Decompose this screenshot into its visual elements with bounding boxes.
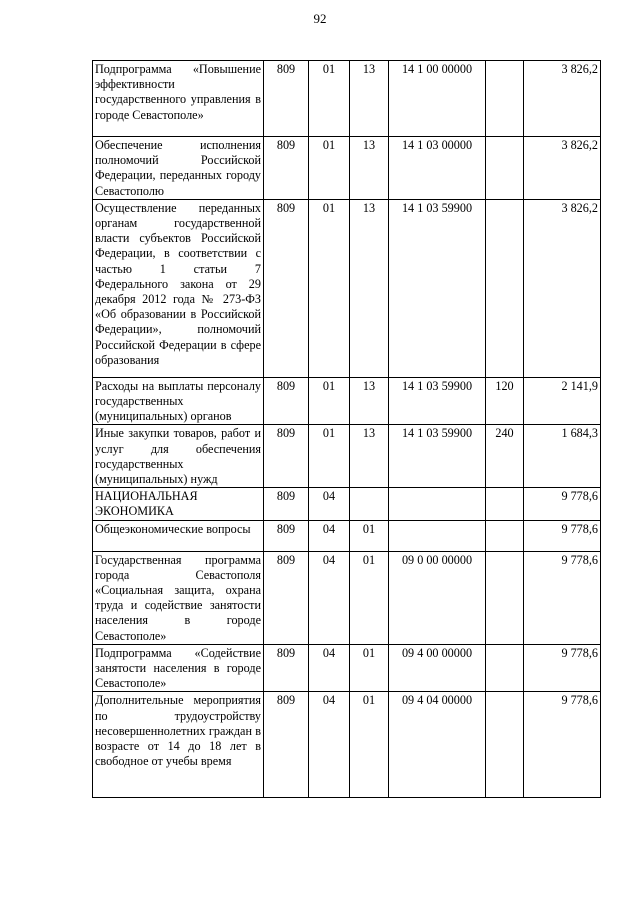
row-amount: 3 826,2 (524, 137, 601, 200)
row-subsection: 13 (350, 425, 389, 488)
row-subsection: 13 (350, 199, 389, 377)
row-name: Подпрограмма «Содействие занятости населения в городе Севастополе» (93, 644, 264, 692)
row-expense-type (486, 199, 524, 377)
row-name: Государственная программа города Севастополя «Социальная защита, охрана труда и содействие занятости населения в городе Севастополе» (93, 551, 264, 644)
row-section: 04 (309, 644, 350, 692)
table-row (93, 199, 601, 377)
row-subsection: 13 (350, 377, 389, 425)
row-admin-code: 809 (264, 199, 309, 377)
row-target-article: 09 4 00 00000 (389, 644, 486, 692)
row-amount: 3 826,2 (524, 199, 601, 377)
row-expense-type: 120 (486, 377, 524, 425)
page-number: 92 (313, 11, 327, 26)
row-name: Подпрограмма «Повышение эффективности государственного управления в городе Севастополе» (93, 61, 264, 137)
row-section: 01 (309, 137, 350, 200)
table-row (93, 551, 601, 644)
row-name: Обеспечение исполнения полномочий Российской Федерации, переданных городу Севастополю (93, 137, 264, 200)
row-amount: 9 778,6 (524, 644, 601, 692)
table-row (93, 692, 601, 798)
row-name: Расходы на выплаты персоналу государственных (муниципальных) органов (93, 377, 264, 425)
table-row (93, 377, 601, 425)
row-target-article (389, 488, 486, 520)
budget-table (92, 60, 601, 798)
row-name: Дополнительные мероприятия по трудоустройству несовершеннолетних граждан в возрасте от 14 до 18 лет в свободное от учебы время (93, 692, 264, 798)
row-admin-code: 809 (264, 644, 309, 692)
row-target-article: 14 1 03 59900 (389, 199, 486, 377)
table-row (93, 425, 601, 488)
row-admin-code: 809 (264, 692, 309, 798)
row-subsection: 01 (350, 520, 389, 551)
table-row (93, 61, 601, 137)
row-subsection: 01 (350, 551, 389, 644)
row-subsection: 13 (350, 61, 389, 137)
row-amount: 9 778,6 (524, 488, 601, 520)
row-expense-type (486, 488, 524, 520)
row-section: 01 (309, 425, 350, 488)
row-target-article: 14 1 03 00000 (389, 137, 486, 200)
row-section: 01 (309, 199, 350, 377)
row-amount: 2 141,9 (524, 377, 601, 425)
row-section: 04 (309, 692, 350, 798)
row-admin-code: 809 (264, 137, 309, 200)
row-subsection: 13 (350, 137, 389, 200)
row-expense-type (486, 551, 524, 644)
row-section: 01 (309, 377, 350, 425)
row-expense-type: 240 (486, 425, 524, 488)
row-name: Общеэкономические вопросы (93, 520, 264, 551)
row-admin-code: 809 (264, 520, 309, 551)
row-amount: 9 778,6 (524, 551, 601, 644)
row-name: НАЦИОНАЛЬНАЯ ЭКОНОМИКА (93, 488, 264, 520)
row-section: 04 (309, 488, 350, 520)
row-expense-type (486, 137, 524, 200)
row-amount: 1 684,3 (524, 425, 601, 488)
table-row (93, 488, 601, 520)
table-row (93, 644, 601, 692)
row-expense-type (486, 692, 524, 798)
row-section: 04 (309, 551, 350, 644)
table-row (93, 520, 601, 551)
row-expense-type (486, 520, 524, 551)
row-amount: 9 778,6 (524, 520, 601, 551)
row-admin-code: 809 (264, 425, 309, 488)
table-row (93, 137, 601, 200)
row-target-article: 09 0 00 00000 (389, 551, 486, 644)
row-target-article: 14 1 03 59900 (389, 425, 486, 488)
row-amount: 3 826,2 (524, 61, 601, 137)
row-target-article: 14 1 03 59900 (389, 377, 486, 425)
row-admin-code: 809 (264, 61, 309, 137)
row-admin-code: 809 (264, 377, 309, 425)
row-subsection (350, 488, 389, 520)
row-admin-code: 809 (264, 488, 309, 520)
row-target-article (389, 520, 486, 551)
row-name: Осуществление переданных органам государственной власти субъектов Российской Федерации, в соответствии с частью 1 статьи 7 Федерального закона от 29 декабря 2012 года № 273-ФЗ «Об образовании в Российской Федерации», полномочий Российской Федерации в сфере образования (93, 199, 264, 377)
row-target-article: 14 1 00 00000 (389, 61, 486, 137)
row-subsection: 01 (350, 644, 389, 692)
row-expense-type (486, 644, 524, 692)
row-section: 04 (309, 520, 350, 551)
row-target-article: 09 4 04 00000 (389, 692, 486, 798)
row-admin-code: 809 (264, 551, 309, 644)
row-section: 01 (309, 61, 350, 137)
row-expense-type (486, 61, 524, 137)
row-name: Иные закупки товаров, работ и услуг для обеспечения государственных (муниципальных) нужд (93, 425, 264, 488)
row-amount: 9 778,6 (524, 692, 601, 798)
row-subsection: 01 (350, 692, 389, 798)
